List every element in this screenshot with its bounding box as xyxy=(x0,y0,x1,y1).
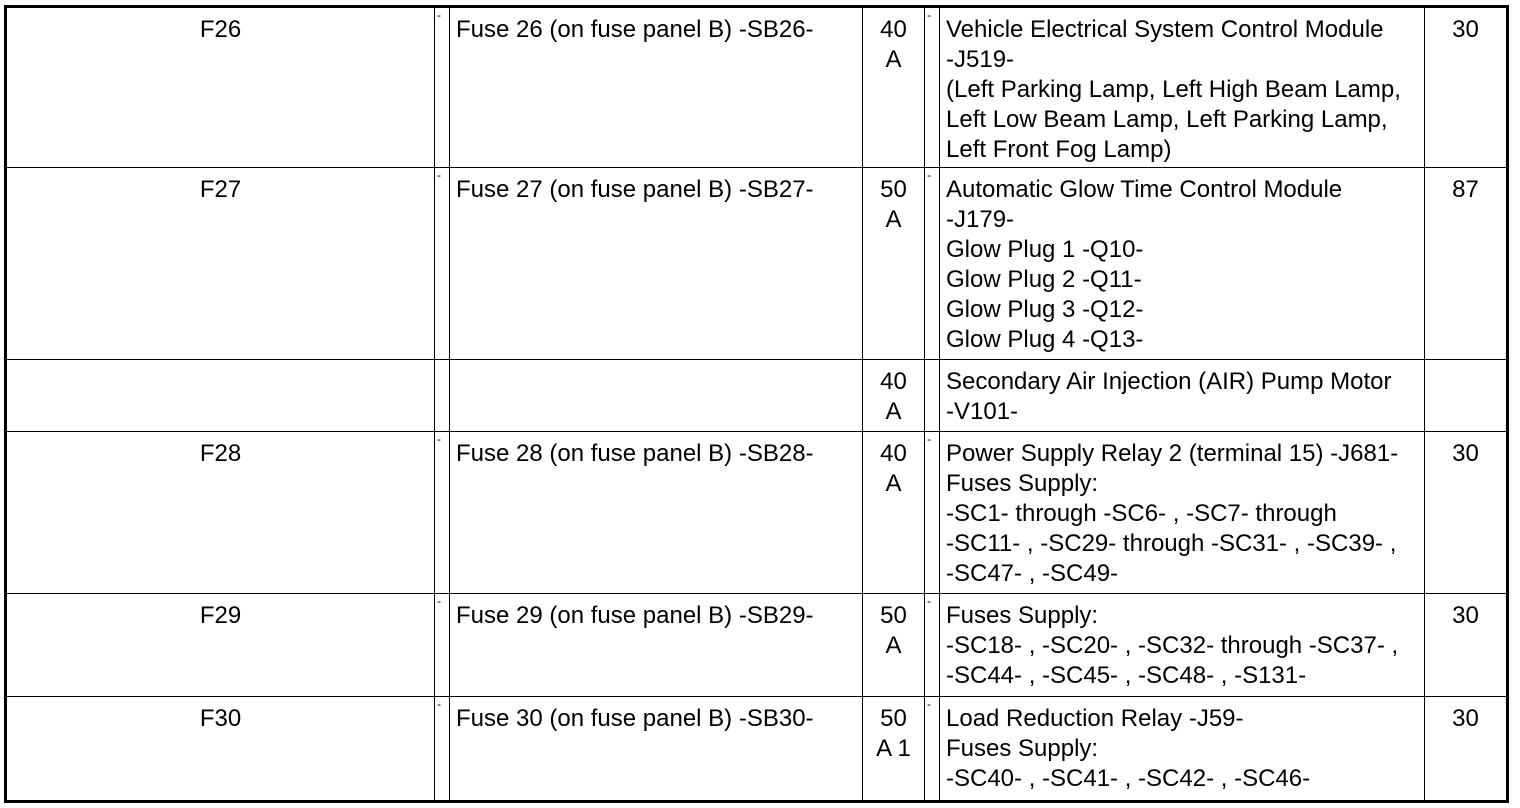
marker-cell: - xyxy=(925,8,940,168)
location-cell: Fuse 30 (on fuse panel B) -SB30- xyxy=(450,697,863,800)
marker-cell: - xyxy=(925,594,940,697)
description-line: -SC1- through -SC6- , -SC7- through xyxy=(946,500,1337,527)
marker-cell xyxy=(435,360,450,432)
marker-cell: - xyxy=(435,432,450,594)
amperage-value: 50 xyxy=(880,176,907,203)
amperage-cell xyxy=(863,360,925,432)
description-line: Glow Plug 2 -Q11- xyxy=(946,266,1142,293)
amperage-unit: A 1 xyxy=(876,735,911,762)
amperage-value: 50 xyxy=(880,602,907,629)
description-line: Glow Plug 1 -Q10- xyxy=(946,236,1144,263)
amperage-cell xyxy=(863,432,925,594)
description-cell xyxy=(940,360,1425,432)
amperage-value: 40 xyxy=(880,440,907,467)
description-line: Glow Plug 3 -Q12- xyxy=(946,296,1144,323)
description-line: (Left Parking Lamp, Left High Beam Lamp, xyxy=(946,76,1401,103)
terminal-cell: 30 xyxy=(1425,594,1506,697)
description-line: Automatic Glow Time Control Module xyxy=(946,176,1343,203)
terminal-cell: 30 xyxy=(1425,8,1506,168)
amperage-value: 50 xyxy=(880,705,907,732)
description-line: Fuses Supply: xyxy=(946,735,1099,762)
description-line: -V101- xyxy=(946,398,1019,425)
description-line: Fuses Supply: xyxy=(946,470,1099,497)
fuse-id-cell: F29 xyxy=(7,594,435,697)
fuse-id-cell: F26 xyxy=(7,8,435,168)
description-line: Glow Plug 4 -Q13- xyxy=(946,326,1144,353)
location-cell xyxy=(450,360,863,432)
description-line: -SC18- , -SC20- , -SC32- through -SC37- , xyxy=(946,632,1399,659)
description-line: Vehicle Electrical System Control Module xyxy=(946,16,1384,43)
amperage-unit: A xyxy=(885,632,902,659)
description-line: Load Reduction Relay -J59- xyxy=(946,705,1244,732)
description-line: Power Supply Relay 2 (terminal 15) -J681- xyxy=(946,440,1399,467)
location-cell: Fuse 26 (on fuse panel B) -SB26- xyxy=(450,8,863,168)
fuse-id-cell xyxy=(7,360,435,432)
marker-cell: - xyxy=(435,697,450,800)
description-line: -SC40- , -SC41- , -SC42- , -SC46- xyxy=(946,765,1311,792)
fuse-id-cell: F27 xyxy=(7,168,435,360)
description-line: -J519- xyxy=(946,46,1015,73)
marker-cell: - xyxy=(925,432,940,594)
description-cell xyxy=(940,432,1425,594)
marker-cell: - xyxy=(435,594,450,697)
description-cell xyxy=(940,168,1425,360)
amperage-unit: A xyxy=(885,46,902,73)
description-line: Fuses Supply: xyxy=(946,602,1099,629)
marker-cell: - xyxy=(925,697,940,800)
amperage-value: 40 xyxy=(880,368,907,395)
description-line: -SC11- , -SC29- through -SC31- , -SC39- , xyxy=(946,530,1397,557)
amperage-value: 40 xyxy=(880,16,907,43)
marker-cell: - xyxy=(925,168,940,360)
location-cell: Fuse 28 (on fuse panel B) -SB28- xyxy=(450,432,863,594)
description-line: Left Low Beam Lamp, Left Parking Lamp, xyxy=(946,106,1388,133)
amperage-cell xyxy=(863,697,925,800)
description-line: -J179- xyxy=(946,206,1015,233)
fuse-table xyxy=(4,5,1509,803)
description-cell xyxy=(940,8,1425,168)
amperage-cell xyxy=(863,168,925,360)
terminal-cell: 30 xyxy=(1452,705,1479,732)
amperage-cell xyxy=(863,594,925,697)
fuse-id-cell: F28 xyxy=(7,432,435,594)
amperage-cell xyxy=(863,8,925,168)
terminal-cell: 87 xyxy=(1425,168,1506,360)
marker-cell xyxy=(925,360,940,432)
marker-cell: - xyxy=(435,168,450,360)
description-line: -SC44- , -SC45- , -SC48- , -S131- xyxy=(946,662,1307,689)
terminal-cell: 30 xyxy=(1425,432,1506,594)
amperage-unit: A xyxy=(885,398,902,425)
terminal-cell xyxy=(1425,360,1506,432)
description-cell xyxy=(940,697,1425,800)
marker-cell: - xyxy=(435,8,450,168)
location-cell: Fuse 27 (on fuse panel B) -SB27- xyxy=(450,168,863,360)
amperage-unit: A xyxy=(885,470,902,497)
location-cell: Fuse 29 (on fuse panel B) -SB29- xyxy=(450,594,863,697)
fuse-id-cell: F30 xyxy=(7,697,435,800)
description-line: Secondary Air Injection (AIR) Pump Motor xyxy=(946,368,1392,395)
amperage-unit: A xyxy=(885,206,902,233)
description-line: Left Front Fog Lamp) xyxy=(946,136,1172,163)
description-line: -SC47- , -SC49- xyxy=(946,560,1119,587)
description-cell xyxy=(940,594,1425,697)
